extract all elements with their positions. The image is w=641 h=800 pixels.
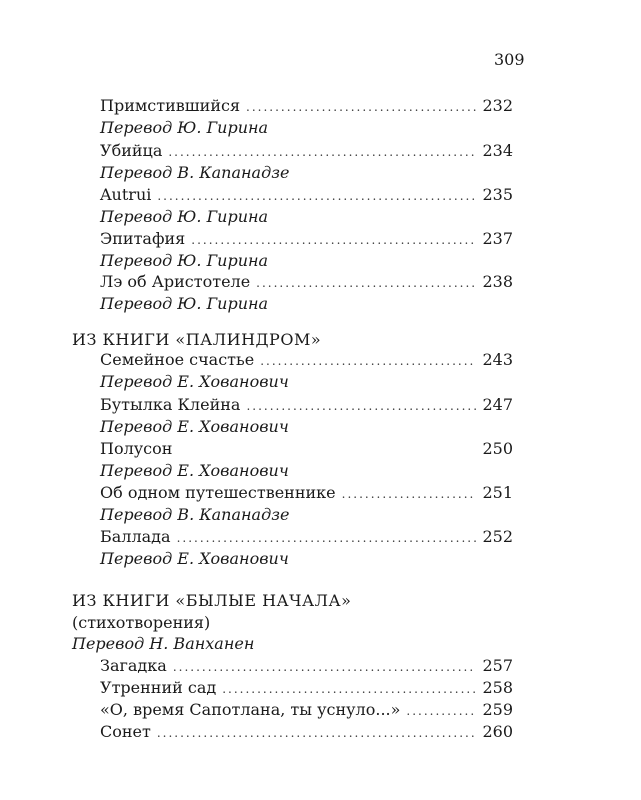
entry-page: 247	[482, 395, 513, 414]
entry-title: Загадка	[100, 656, 167, 675]
dot-leader	[168, 142, 476, 162]
entry-translator: Перевод Ю. Гирина	[100, 251, 269, 270]
page-number: 309	[494, 50, 525, 69]
dot-leader	[173, 657, 477, 677]
entry-title: Баллада	[100, 527, 171, 546]
section-heading: ИЗ КНИГИ «БЫЛЫЕ НАЧАЛА»	[72, 591, 352, 610]
toc-entry	[100, 96, 513, 138]
toc-entry	[100, 185, 513, 227]
entry-page: 238	[482, 272, 513, 291]
section-heading: ИЗ КНИГИ «ПАЛИНДРОМ»	[72, 330, 322, 349]
entry-translator: Перевод В. Капанадзе	[100, 163, 290, 182]
entry-translator: Перевод Е. Хованович	[100, 549, 289, 568]
entry-title: Утренний сад	[100, 678, 217, 697]
toc-entry	[100, 656, 513, 676]
dot-leader	[260, 351, 476, 371]
entry-translator: Перевод В. Капанадзе	[100, 505, 290, 524]
toc-entry	[100, 483, 513, 525]
toc-entry	[100, 395, 513, 437]
entry-page: 260	[482, 722, 513, 741]
toc-entry	[100, 439, 513, 481]
entry-title: Сонет	[100, 722, 151, 741]
entry-title: Об одном путешественнике	[100, 483, 336, 502]
entry-title: Лэ об Аристотеле	[100, 272, 251, 291]
entry-title: Семейное счастье	[100, 350, 255, 369]
entry-page: 235	[482, 185, 513, 204]
dot-leader	[406, 701, 476, 721]
entry-title: Autrui	[100, 185, 152, 204]
dot-leader	[222, 679, 476, 699]
entry-page: 251	[482, 483, 513, 502]
toc-entry	[100, 350, 513, 392]
entry-page: 232	[482, 96, 513, 115]
dot-leader	[157, 186, 476, 206]
entry-title: Бутылка Клейна	[100, 395, 241, 414]
entry-page: 257	[482, 656, 513, 675]
toc-entry	[100, 141, 513, 183]
entry-page: 252	[482, 527, 513, 546]
toc-entry	[100, 229, 513, 271]
entry-title: Эпитафия	[100, 229, 186, 248]
toc-entry	[100, 272, 513, 314]
toc-entry	[100, 722, 513, 742]
entry-translator: Перевод Е. Хованович	[100, 372, 289, 391]
dot-leader	[256, 273, 476, 293]
dot-leader	[191, 230, 476, 250]
entry-title: Примстившийся	[100, 96, 241, 115]
section-subheading: (стихотворения)	[72, 613, 211, 632]
dot-leader	[177, 528, 477, 548]
toc-entry	[100, 678, 513, 698]
dot-leader	[246, 396, 476, 416]
entry-translator: Перевод Ю. Гирина	[100, 207, 269, 226]
entry-page: 237	[482, 229, 513, 248]
entry-translator: Перевод Е. Хованович	[100, 417, 289, 436]
toc-entry	[100, 700, 513, 720]
section-translator: Перевод Н. Ванханен	[72, 634, 255, 653]
entry-page: 250	[482, 439, 513, 458]
entry-page: 234	[482, 141, 513, 160]
entry-page: 258	[482, 678, 513, 697]
toc-entry	[100, 527, 513, 569]
entry-title: Убийца	[100, 141, 163, 160]
dot-leader	[342, 484, 477, 504]
dot-leader	[246, 97, 476, 117]
entry-translator: Перевод Ю. Гирина	[100, 118, 269, 137]
entry-page: 243	[482, 350, 513, 369]
entry-translator: Перевод Е. Хованович	[100, 461, 289, 480]
entry-page: 259	[482, 700, 513, 719]
entry-title: «О, время Сапотлана, ты уснуло...»	[100, 700, 401, 719]
dot-leader	[157, 723, 477, 743]
entry-title: Полусон	[100, 439, 173, 458]
entry-translator: Перевод Ю. Гирина	[100, 294, 269, 313]
